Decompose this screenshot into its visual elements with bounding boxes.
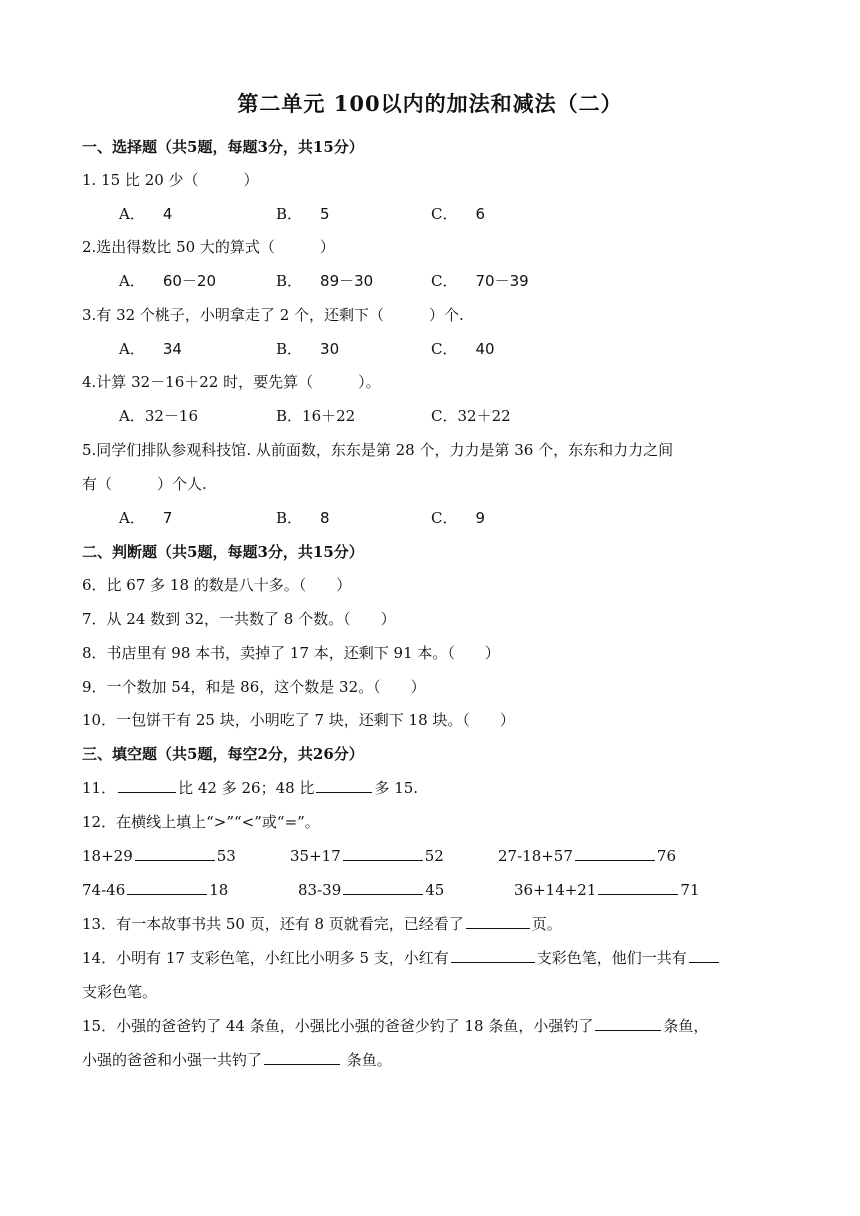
- question-8: 8．书店里有 98 本书，卖掉了 17 本，还剩下 91 本。（ ）: [82, 644, 500, 662]
- question-3: 3.有 32 个桃子，小明拿走了 2 个，还剩下（ ）个.: [82, 306, 464, 324]
- question-9: 9．一个数加 54，和是 86，这个数是 32。（ ）: [82, 678, 426, 696]
- compare-item-5: 83-39 45: [298, 881, 445, 899]
- compare-blank-4[interactable]: [127, 879, 207, 895]
- q5-option-c: C． 9: [431, 509, 486, 527]
- q1-option-a: A． 4: [119, 205, 173, 223]
- compare-item-2: 35+17 52: [290, 847, 444, 865]
- q13-blank[interactable]: [466, 913, 530, 929]
- question-7: 7．从 24 数到 32，一共数了 8 个数。（ ）: [82, 610, 396, 628]
- question-6: 6．比 67 多 18 的数是八十多。（ ）: [82, 576, 352, 594]
- question-15-line-2: 小强的爸爸和小强一共钓了 条鱼。: [82, 1051, 392, 1069]
- compare-item-6: 36+14+21 71: [514, 881, 700, 899]
- q3-option-c: C． 40: [431, 340, 495, 358]
- q4-option-b: B．16＋22: [276, 407, 356, 425]
- q4-option-a: A．32－16: [119, 407, 199, 425]
- q4-option-c: C．32＋22: [431, 407, 511, 425]
- section-heading-fill: 三、填空题（共5题，每空2分，共26分）: [82, 745, 364, 763]
- compare-blank-5[interactable]: [343, 879, 423, 895]
- question-5-line-1: 5.同学们排队参观科技馆. 从前面数，东东是第 28 个，力力是第 36 个，东东和力力之间: [82, 441, 674, 459]
- page-title: 第二单元 100以内的加法和减法（二）: [237, 91, 623, 116]
- question-2: 2.选出得数比 50 大的算式（ ）: [82, 238, 335, 256]
- q15-blank-1[interactable]: [595, 1015, 661, 1031]
- compare-item-1: 18+29 53: [82, 847, 236, 865]
- question-4: 4.计算 32－16＋22 时，要先算（ ）。: [82, 373, 381, 391]
- question-5-line-2: 有（ ）个人.: [82, 475, 207, 493]
- section-heading-choice: 一、选择题（共5题，每题3分，共15分）: [82, 138, 364, 156]
- q2-option-b: B． 89－30: [276, 272, 374, 290]
- q1-option-c: C． 6: [431, 205, 486, 223]
- compare-item-3: 27-18+57 76: [498, 847, 676, 865]
- q14-blank-1[interactable]: [451, 947, 535, 963]
- q14-blank-2[interactable]: [689, 947, 719, 963]
- q15-blank-2[interactable]: [264, 1049, 340, 1065]
- section-heading-judge: 二、判断题（共5题，每题3分，共15分）: [82, 543, 364, 561]
- question-12: 12．在横线上填上“>”“<”或“=”。: [82, 813, 320, 831]
- compare-blank-2[interactable]: [343, 845, 423, 861]
- question-1: 1. 15 比 20 少（ ）: [82, 171, 259, 189]
- question-11: 11． 比 42 多 26；48 比 多 15.: [82, 779, 419, 797]
- q3-option-b: B． 30: [276, 340, 340, 358]
- q3-option-a: A． 34: [119, 340, 182, 358]
- q1-option-b: B． 5: [276, 205, 330, 223]
- q5-option-b: B． 8: [276, 509, 330, 527]
- question-15-line-1: 15．小强的爸爸钓了 44 条鱼，小强比小强的爸爸少钓了 18 条鱼，小强钓了 条鱼，: [82, 1017, 709, 1035]
- q2-option-c: C． 70－39: [431, 272, 529, 290]
- question-10: 10．一包饼干有 25 块，小明吃了 7 块，还剩下 18 块。（ ）: [82, 711, 515, 729]
- question-14-line-2: 支彩色笔。: [82, 983, 158, 1001]
- compare-item-4: 74-46 18: [82, 881, 229, 899]
- compare-blank-6[interactable]: [598, 879, 678, 895]
- q5-option-a: A． 7: [119, 509, 173, 527]
- compare-blank-3[interactable]: [575, 845, 655, 861]
- q2-option-a: A． 60－20: [119, 272, 217, 290]
- question-14-line-1: 14．小明有 17 支彩色笔，小红比小明多 5 支，小红有 支彩色笔，他们一共有: [82, 947, 721, 968]
- question-13: 13．有一本故事书共 50 页，还有 8 页就看完，已经看了 页。: [82, 915, 562, 933]
- q11-blank-1[interactable]: [118, 777, 176, 793]
- q11-blank-2[interactable]: [316, 777, 372, 793]
- compare-blank-1[interactable]: [135, 845, 215, 861]
